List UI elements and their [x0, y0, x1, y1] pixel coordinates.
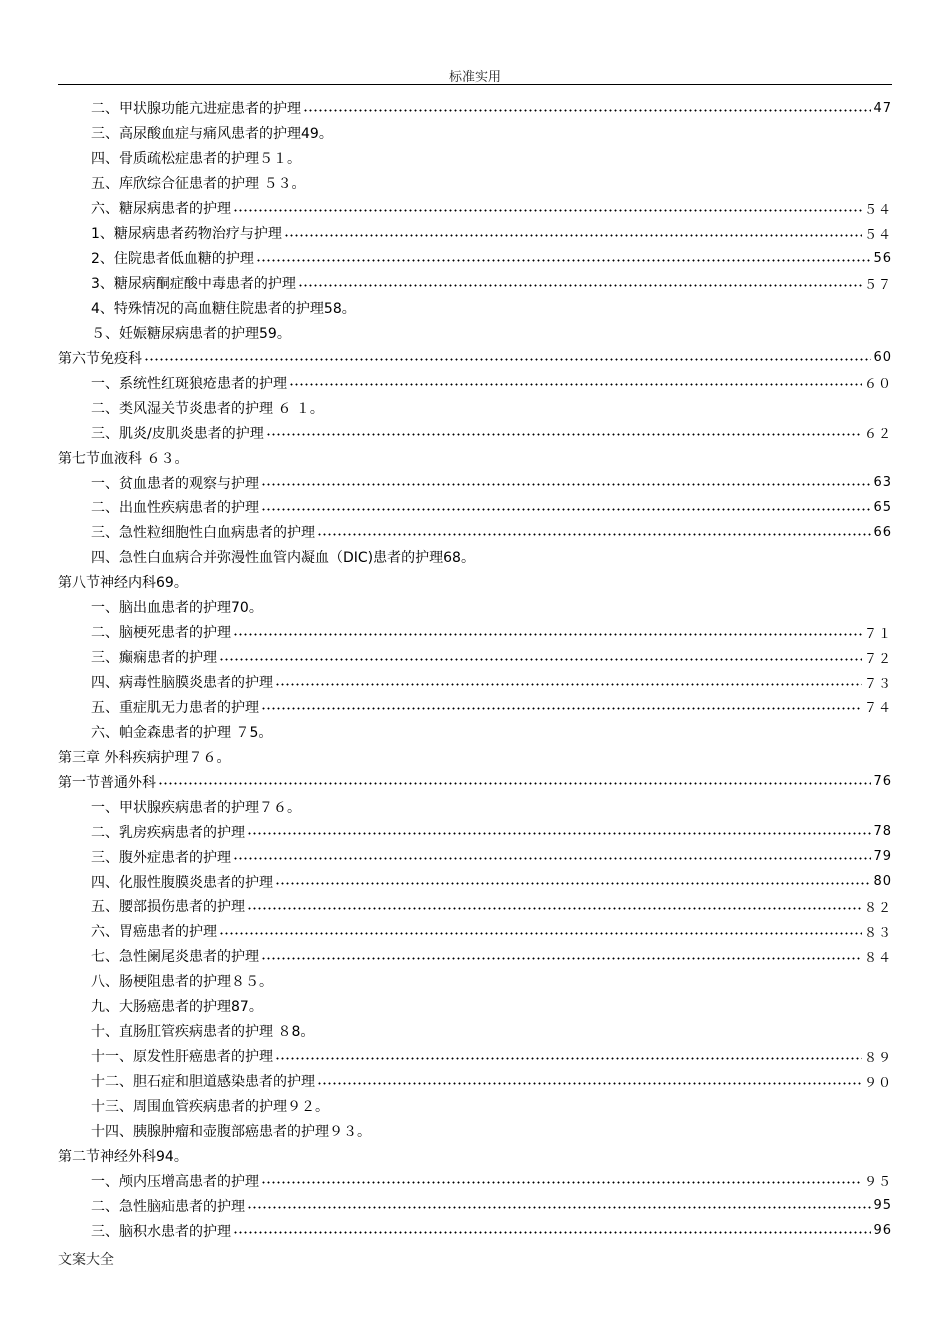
- toc-entry-title: 二、甲状腺功能亢进症患者的护理: [91, 101, 301, 118]
- toc-entry-page: ７２: [863, 651, 892, 667]
- toc-entry[interactable]: [58, 370, 892, 395]
- toc-entry-title: 三、脑积水患者的护理: [91, 1223, 231, 1240]
- toc-entry-title: 一、贫血患者的观察与护理: [91, 475, 259, 492]
- toc-leader-dots: [266, 428, 862, 442]
- toc-leader-dots: [261, 478, 871, 492]
- toc-entry-page: ７３: [863, 676, 892, 692]
- toc-entry-title: 二、出血性疾病患者的护理: [91, 500, 259, 517]
- toc-entry-page: 96: [873, 1223, 892, 1239]
- toc-entry-page: 80: [873, 874, 892, 890]
- toc-leader-dots: [317, 527, 871, 541]
- toc-entry-title: 八、肠梗阻患者的护理８５。: [91, 974, 273, 991]
- toc-entry-page: ５７: [863, 277, 892, 293]
- toc-entry-page: ８２: [863, 900, 892, 916]
- toc-entry[interactable]: [58, 769, 892, 794]
- toc-entry[interactable]: [58, 794, 892, 819]
- toc-entry-title: 六、胃癌患者的护理: [91, 924, 217, 941]
- toc-leader-dots: [261, 1176, 862, 1190]
- toc-entry-title: 1、糖尿病患者药物治疗与护理: [91, 226, 282, 243]
- toc-entry[interactable]: [58, 146, 892, 171]
- toc-entry-page: ９０: [863, 1075, 892, 1091]
- toc-entry[interactable]: [58, 744, 892, 769]
- toc-entry-title: ５、妊娠糖尿病患者的护理59。: [91, 325, 291, 342]
- toc-entry[interactable]: [58, 844, 892, 869]
- toc-entry[interactable]: [58, 919, 892, 944]
- toc-entry-title: 十四、胰腺肿瘤和壶腹部癌患者的护理９３。: [91, 1123, 371, 1140]
- toc-entry-page: 47: [873, 100, 892, 116]
- toc-entry[interactable]: [58, 470, 892, 495]
- toc-leader-dots: [233, 627, 862, 641]
- toc-entry[interactable]: [58, 246, 892, 271]
- toc-leader-dots: [275, 1051, 862, 1065]
- toc-entry-page: 66: [873, 524, 892, 540]
- toc-entry-page: ８４: [863, 950, 892, 966]
- toc-entry-page: ６２: [863, 427, 892, 443]
- toc-entry-title: 第六节免疫科: [58, 350, 142, 367]
- toc-entry-title: 一、系统性红斑狼疮患者的护理: [91, 375, 287, 392]
- toc-leader-dots: [289, 378, 862, 392]
- toc-entry-title: 二、类风湿关节炎患者的护理 ６ １。: [91, 400, 324, 417]
- toc-entry[interactable]: [58, 296, 892, 321]
- toc-entry-title: 一、甲状腺疾病患者的护理７６。: [91, 799, 301, 816]
- toc-entry[interactable]: [58, 395, 892, 420]
- toc-leader-dots: [261, 702, 862, 716]
- table-of-contents: [58, 96, 892, 1243]
- page-footer: 文案大全: [58, 1252, 114, 1268]
- toc-leader-dots: [256, 253, 872, 267]
- toc-entry-title: 十一、原发性肝癌患者的护理: [91, 1049, 273, 1066]
- toc-entry-page: ６０: [863, 377, 892, 393]
- toc-entry-title: 4、特殊情况的高血糖住院患者的护理58。: [91, 300, 356, 317]
- toc-entry-title: 七、急性阑尾炎患者的护理: [91, 949, 259, 966]
- toc-entry[interactable]: [58, 445, 892, 470]
- toc-entry[interactable]: [58, 695, 892, 720]
- toc-leader-dots: [247, 827, 871, 841]
- toc-entry-title: 二、脑梗死患者的护理: [91, 625, 231, 642]
- toc-entry[interactable]: [58, 545, 892, 570]
- toc-entry-title: 第一节普通外科: [58, 774, 156, 791]
- toc-entry-title: 九、大肠癌患者的护理87。: [91, 999, 263, 1016]
- toc-entry-title: 三、急性粒细胞性白血病患者的护理: [91, 525, 315, 542]
- toc-entry[interactable]: [58, 196, 892, 221]
- toc-leader-dots: [247, 901, 862, 915]
- toc-leader-dots: [275, 677, 862, 691]
- toc-entry[interactable]: [58, 819, 892, 844]
- toc-leader-dots: [158, 777, 871, 791]
- toc-entry-page: 63: [873, 475, 892, 491]
- toc-entry-page: 56: [873, 250, 892, 266]
- toc-entry[interactable]: [58, 1143, 892, 1168]
- header-rule: [58, 84, 892, 85]
- toc-entry-page: ７４: [863, 701, 892, 717]
- toc-entry-title: 十、直肠肛管疾病患者的护理 ８8。: [91, 1024, 315, 1041]
- toc-entry-title: 四、化服性腹膜炎患者的护理: [91, 874, 273, 891]
- toc-entry[interactable]: [58, 221, 892, 246]
- toc-entry-title: 一、脑出血患者的护理70。: [91, 600, 263, 617]
- toc-entry-title: 十二、胆石症和胆道感染患者的护理: [91, 1074, 315, 1091]
- toc-entry[interactable]: [58, 1218, 892, 1243]
- toc-leader-dots: [261, 502, 871, 516]
- toc-entry-title: 第二节神经外科94。: [58, 1148, 188, 1165]
- toc-leader-dots: [219, 926, 862, 940]
- toc-leader-dots: [247, 1201, 871, 1215]
- toc-entry[interactable]: [58, 121, 892, 146]
- toc-entry-title: 二、急性脑疝患者的护理: [91, 1198, 245, 1215]
- toc-entry-page: 95: [873, 1198, 892, 1214]
- toc-leader-dots: [317, 1076, 862, 1090]
- toc-entry-title: 五、库欣综合征患者的护理 ５３。: [91, 176, 306, 193]
- toc-leader-dots: [233, 852, 871, 866]
- toc-entry-title: 第八节神经内科69。: [58, 575, 188, 592]
- toc-entry[interactable]: [58, 1044, 892, 1069]
- toc-entry[interactable]: [58, 670, 892, 695]
- toc-entry[interactable]: [58, 969, 892, 994]
- toc-leader-dots: [275, 877, 871, 891]
- toc-entry[interactable]: [58, 320, 892, 345]
- toc-entry-title: 三、癫痫患者的护理: [91, 650, 217, 667]
- toc-entry-title: 第七节血液科 ６３。: [58, 450, 189, 467]
- toc-entry[interactable]: [58, 1069, 892, 1094]
- toc-entry[interactable]: [58, 345, 892, 370]
- toc-entry[interactable]: [58, 520, 892, 545]
- toc-leader-dots: [261, 951, 862, 965]
- toc-entry-page: 65: [873, 499, 892, 515]
- toc-leader-dots: [233, 1226, 871, 1240]
- toc-entry[interactable]: [58, 645, 892, 670]
- toc-entry-title: 三、腹外症患者的护理: [91, 849, 231, 866]
- toc-entry[interactable]: [58, 570, 892, 595]
- toc-leader-dots: [284, 228, 862, 242]
- toc-entry[interactable]: [58, 719, 892, 744]
- toc-entry-title: 五、重症肌无力患者的护理: [91, 699, 259, 716]
- toc-entry[interactable]: [58, 1118, 892, 1143]
- toc-entry-title: 六、糖尿病患者的护理: [91, 201, 231, 218]
- toc-entry[interactable]: [58, 994, 892, 1019]
- toc-entry[interactable]: [58, 595, 892, 620]
- toc-entry[interactable]: [58, 171, 892, 196]
- toc-entry-title: 2、住院患者低血糖的护理: [91, 251, 254, 268]
- toc-entry[interactable]: [58, 495, 892, 520]
- toc-leader-dots: [233, 203, 862, 217]
- toc-entry[interactable]: [58, 894, 892, 919]
- toc-entry-page: ５４: [863, 227, 892, 243]
- toc-entry-page: ７１: [863, 626, 892, 642]
- toc-entry-title: 四、病毒性脑膜炎患者的护理: [91, 675, 273, 692]
- toc-entry[interactable]: [58, 1094, 892, 1119]
- toc-entry[interactable]: [58, 869, 892, 894]
- toc-entry-page: ５４: [863, 202, 892, 218]
- page-header: 标准实用: [448, 70, 501, 85]
- toc-entry-title: 第三章 外科疾病护理７６。: [58, 749, 231, 766]
- toc-entry[interactable]: [58, 271, 892, 296]
- toc-entry[interactable]: [58, 620, 892, 645]
- toc-leader-dots: [298, 278, 862, 292]
- toc-entry-title: 四、骨质疏松症患者的护理５１。: [91, 151, 301, 168]
- toc-entry-title: 四、急性白血病合并弥漫性血管内凝血（DIC)患者的护理68。: [91, 550, 475, 567]
- toc-entry[interactable]: [58, 420, 892, 445]
- toc-leader-dots: [219, 652, 862, 666]
- toc-leader-dots: [144, 353, 871, 367]
- toc-entry-title: 一、颅内压增高患者的护理: [91, 1173, 259, 1190]
- toc-entry[interactable]: [58, 1168, 892, 1193]
- toc-entry-title: 二、乳房疾病患者的护理: [91, 824, 245, 841]
- toc-entry-title: 十三、周围血管疾病患者的护理９２。: [91, 1098, 329, 1115]
- toc-entry-title: 六、帕金森患者的护理 ７5。: [91, 724, 273, 741]
- toc-entry-page: 78: [873, 824, 892, 840]
- toc-entry-page: ９５: [863, 1175, 892, 1191]
- toc-entry[interactable]: [58, 1193, 892, 1218]
- toc-entry-title: 五、腰部损伤患者的护理: [91, 899, 245, 916]
- toc-entry-page: 60: [873, 350, 892, 366]
- toc-entry-page: ８３: [863, 925, 892, 941]
- toc-leader-dots: [303, 103, 871, 117]
- toc-entry-title: 三、肌炎/皮肌炎患者的护理: [91, 425, 264, 442]
- toc-entry[interactable]: [58, 944, 892, 969]
- toc-entry-page: 79: [873, 849, 892, 865]
- toc-entry-title: 3、糖尿病酮症酸中毒患者的护理: [91, 276, 296, 293]
- toc-entry[interactable]: [58, 1019, 892, 1044]
- toc-entry[interactable]: [58, 96, 892, 121]
- toc-entry-title: 三、高尿酸血症与痛风患者的护理49。: [91, 126, 333, 143]
- toc-entry-page: ８９: [863, 1050, 892, 1066]
- toc-entry-page: 76: [873, 774, 892, 790]
